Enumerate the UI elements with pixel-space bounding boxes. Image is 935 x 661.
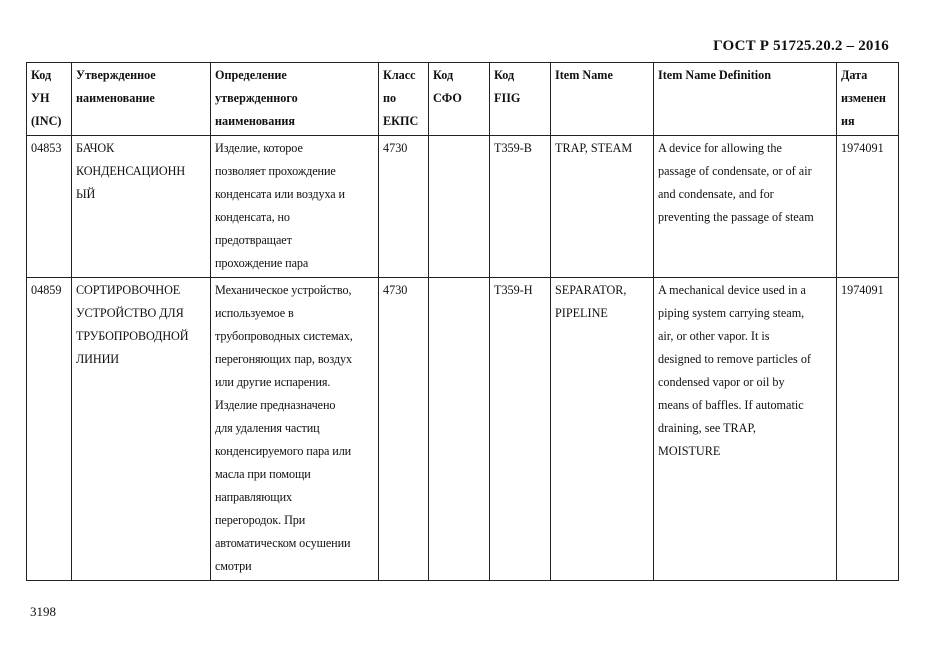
- column-header-definition: Определение утвержденного наименования: [211, 63, 379, 136]
- column-header-ekps-class: Класс по ЕКПС: [379, 63, 429, 136]
- cell-definition: Механическое устройство, используемое в трубопроводных системах, перегоняющих пар, воздух или другие испарения. Изделие предназначено для удаления частиц конденсируемого пара или масла при помощи направляющих перегородок. При автоматическом осушении смотри: [211, 278, 379, 581]
- nomenclature-table: [26, 62, 899, 581]
- cell-ekps-class: 4730: [379, 136, 429, 278]
- cell-sfo-code: [429, 136, 490, 278]
- table-row: [27, 136, 899, 278]
- cell-definition: Изделие, которое позволяет прохождение конденсата или воздуха и конденсата, но предотвращает прохождение пара: [211, 136, 379, 278]
- cell-sfo-code: [429, 278, 490, 581]
- cell-ekps-class: 4730: [379, 278, 429, 581]
- table-row: [27, 278, 899, 581]
- cell-change-date: 1974091: [837, 136, 899, 278]
- cell-fiig-code: T359-H: [490, 278, 551, 581]
- column-header-item-name-definition: Item Name Definition: [654, 63, 837, 136]
- cell-change-date: 1974091: [837, 278, 899, 581]
- cell-inc-code: 04853: [27, 136, 72, 278]
- cell-item-name: SEPARATOR, PIPELINE: [551, 278, 654, 581]
- column-header-inc-code: Код УН (INC): [27, 63, 72, 136]
- column-header-change-date: Дата изменен ия: [837, 63, 899, 136]
- cell-item-name-definition: A mechanical device used in a piping system carrying steam, air, or other vapor. It is designed to remove particles of condensed vapor or oil by means of baffles. If automatic draining, see TRAP, MOISTURE: [654, 278, 837, 581]
- page-number: 3198: [30, 604, 56, 619]
- table-header-row: [27, 63, 899, 136]
- column-header-fiig-code: Код FIIG: [490, 63, 551, 136]
- document-code: ГОСТ Р 51725.20.2 – 2016: [713, 38, 889, 54]
- cell-fiig-code: T359-B: [490, 136, 551, 278]
- cell-approved-name: БАЧОК КОНДЕНСАЦИОНН ЫЙ: [72, 136, 211, 278]
- column-header-approved-name: Утвержденное наименование: [72, 63, 211, 136]
- column-header-sfo-code: Код СФО: [429, 63, 490, 136]
- cell-inc-code: 04859: [27, 278, 72, 581]
- cell-item-name: TRAP, STEAM: [551, 136, 654, 278]
- cell-approved-name: СОРТИРОВОЧНОЕ УСТРОЙСТВО ДЛЯ ТРУБОПРОВОДНОЙ ЛИНИИ: [72, 278, 211, 581]
- column-header-item-name: Item Name: [551, 63, 654, 136]
- cell-item-name-definition: A device for allowing the passage of condensate, or of air and condensate, and for preventing the passage of steam: [654, 136, 837, 278]
